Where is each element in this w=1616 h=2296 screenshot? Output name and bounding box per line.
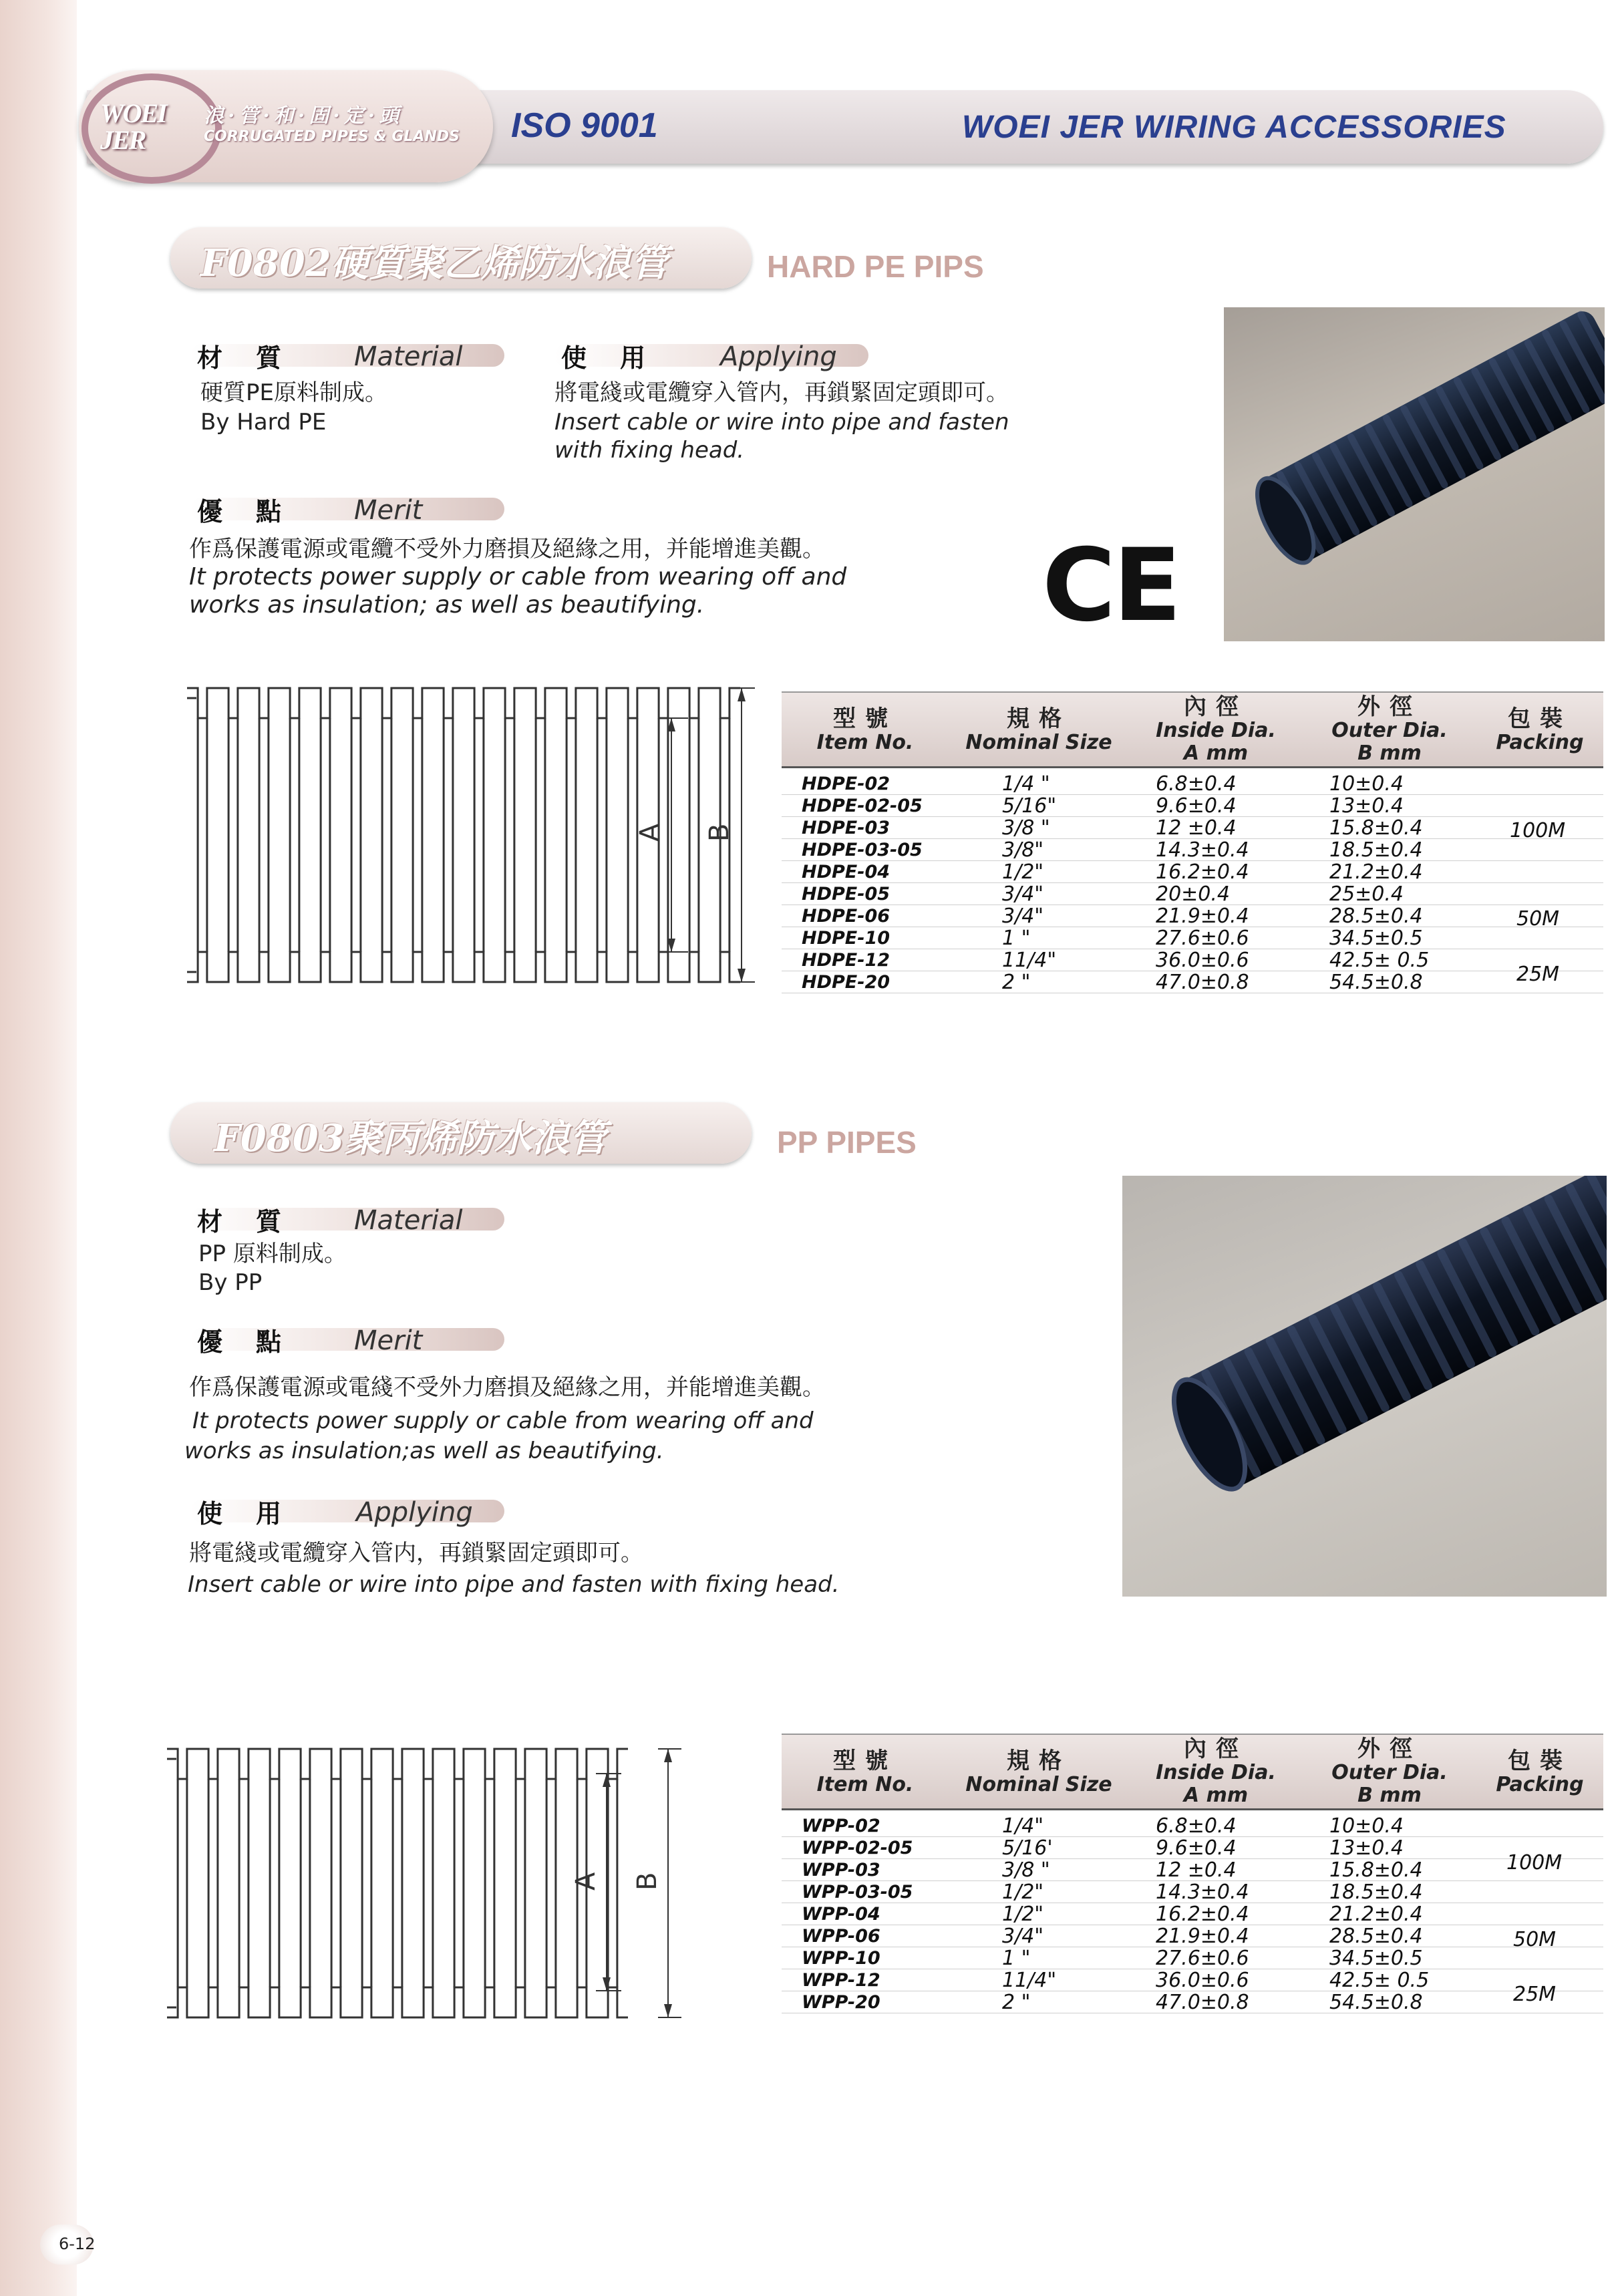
t2-cell-size: 5/16' [1002,1836,1053,1860]
t1-cell-inside: 16.2±0.4 [1156,860,1249,884]
section2-title-en: PP PIPES [777,1125,917,1160]
section1-merit-label: 優點 Merit [190,491,504,520]
t1-cell-outer: 15.8±0.4 [1329,816,1423,840]
section2-product-photo [1122,1176,1607,1597]
t2-cell-inside: 9.6±0.4 [1156,1836,1237,1860]
t2-h-item: 型號 Item No. [816,1748,914,1796]
t2-cell-inside: 47.0±0.8 [1156,1991,1249,2014]
pipe-outline [167,1749,628,1779]
logo-chinese-text: 浪·管·和·固·定·頭 [204,104,403,128]
t2-cell-outer: 28.5±0.4 [1329,1925,1423,1948]
section1-applying-cn: 將電綫或電纜穿入管内，再鎖緊固定頭即可。 [554,379,1009,406]
t2-cell-outer: 42.5± 0.5 [1329,1969,1430,1992]
t1-cell-outer: 10±0.4 [1329,772,1404,796]
t2-cell-item: WPP-10 [802,1948,880,1969]
section1-applying-en-1: Insert cable or wire into pipe and fasten [554,409,1009,436]
section1-dim-b: B [704,823,735,842]
pp-pipe-illustration [1122,1176,1607,1597]
brand-title: WOEI JER WIRING ACCESSORIES [962,110,1506,145]
t2-cell-outer: 13±0.4 [1329,1836,1404,1860]
t2-cell-outer: 21.2±0.4 [1329,1903,1423,1926]
section2-material-cn: PP 原料制成。 [198,1241,347,1267]
section2-applying-en: Insert cable or wire into pipe and fasten with fixing head. [188,1571,840,1598]
t2-h-packing: 包裝 Packing [1496,1748,1584,1796]
t1-cell-outer: 42.5± 0.5 [1329,949,1430,972]
t2-cell-item: WPP-06 [802,1926,880,1947]
t1-h-inside: 內徑 Inside Dia. A mm [1156,693,1276,765]
t2-cell-inside: 6.8±0.4 [1156,1814,1237,1838]
t2-h-outer: 外徑 Outer Dia. B mm [1331,1736,1448,1807]
t1-cell-item: HDPE-06 [802,906,891,927]
t1-h-outer: 外徑 Outer Dia. B mm [1331,693,1448,765]
t2-cell-inside: 21.9±0.4 [1156,1925,1249,1948]
t2-cell-item: WPP-04 [802,1904,880,1925]
t2-cell-size: 11/4" [1002,1969,1057,1992]
section2-merit-en-1: It protects power supply or cable from wearing off and [192,1408,814,1434]
t1-cell-inside: 21.9±0.4 [1156,905,1249,928]
section2-pipe-drawing [160,1744,695,2031]
t2-cell-item: WPP-02 [802,1816,880,1836]
t2-cell-inside: 16.2±0.4 [1156,1903,1249,1926]
logo-english-text: CORRUGATED PIPES & GLANDS [204,128,460,145]
t2-cell-item: WPP-20 [802,1992,880,2013]
t1-cell-size: 1 " [1002,927,1031,950]
t2-pack-25m: 25M [1513,1983,1557,2006]
section1-merit-en-1: It protects power supply or cable from wearing off and [189,563,847,591]
t1-cell-item: HDPE-02 [802,774,891,794]
t1-cell-size: 2 " [1002,971,1031,994]
section2-dim-a: A [571,1872,601,1891]
t2-cell-size: 1/2" [1002,1903,1044,1926]
t2-pack-100m: 100M [1506,1851,1563,1874]
section1-spec-table [782,691,1603,1000]
t1-h-item: 型號 Item No. [816,705,914,754]
section1-applying-en-2: with fixing head. [554,437,745,464]
section2-merit-label: 優點 Merit [190,1321,504,1351]
pe-pipe-illustration [1224,307,1605,641]
t2-cell-item: WPP-12 [802,1970,880,1991]
t2-cell-inside: 14.3±0.4 [1156,1880,1249,1904]
t2-cell-inside: 27.6±0.6 [1156,1947,1249,1970]
t2-cell-item: WPP-03 [802,1860,880,1880]
pipe-outline [167,1987,628,2017]
section1-merit-cn: 作爲保護電源或電纜不受外力磨損及絕緣之用，并能增進美觀。 [189,536,825,562]
t2-cell-item: WPP-02-05 [802,1838,913,1858]
t1-cell-size: 1/4 " [1002,772,1050,796]
ce-mark: CE [1042,528,1179,644]
page-number: 6-12 [59,2235,96,2253]
section1-title-en: HARD PE PIPS [767,249,984,284]
logo-mark-top: WOEI [100,98,166,128]
section1-merit-en-2: works as insulation; as well as beautifying. [189,591,705,619]
t2-cell-outer: 34.5±0.5 [1329,1947,1423,1970]
section1-material-label: 材質 Material [190,337,504,367]
section1-applying-label: 使用 Applying [554,337,868,367]
logo-mark [100,100,166,154]
t1-cell-inside: 6.8±0.4 [1156,772,1237,796]
t2-cell-outer: 10±0.4 [1329,1814,1404,1838]
t1-cell-item: HDPE-12 [802,950,891,971]
t2-h-size: 規格 Nominal Size [965,1748,1112,1796]
t2-cell-inside: 12 ±0.4 [1156,1858,1237,1882]
t1-cell-inside: 36.0±0.6 [1156,949,1249,972]
t1-cell-outer: 13±0.4 [1329,794,1404,818]
t1-cell-item: HDPE-04 [802,862,891,882]
t1-cell-size: 11/4" [1002,949,1057,972]
t2-cell-size: 1/2" [1002,1880,1044,1904]
section1-pipe-drawing [180,681,755,995]
t1-cell-item: HDPE-20 [802,972,891,993]
t1-pack-50m: 50M [1516,907,1560,931]
t1-cell-item: HDPE-03 [802,818,891,838]
t2-cell-size: 2 " [1002,1991,1031,2014]
t1-cell-inside: 47.0±0.8 [1156,971,1249,994]
t1-cell-size: 5/16" [1002,794,1057,818]
t1-cell-inside: 20±0.4 [1156,882,1231,906]
section1-material-cn: 硬質PE原料制成。 [200,379,387,406]
t1-cell-outer: 18.5±0.4 [1329,838,1423,862]
t1-cell-size: 1/2" [1002,860,1044,884]
section2-spec-table [782,1734,1603,2022]
section2-title: F0803聚丙烯防水浪管 [214,1116,607,1160]
section2-applying-cn: 將電綫或電纜穿入管内，再鎖緊固定頭即可。 [189,1540,643,1567]
t1-cell-item: HDPE-03-05 [802,840,923,860]
t1-cell-item: HDPE-10 [802,928,891,949]
t1-cell-item: HDPE-02-05 [802,796,923,816]
t2-cell-inside: 36.0±0.6 [1156,1969,1249,1992]
t2-cell-item: WPP-03-05 [802,1882,913,1903]
section2-applying-label: 使用 Applying [190,1493,504,1522]
section2-merit-en-2: works as insulation;as well as beautifying. [184,1438,664,1464]
t2-pack-50m: 50M [1513,1928,1557,1951]
t1-cell-outer: 54.5±0.8 [1329,971,1423,994]
t1-cell-item: HDPE-05 [802,884,891,905]
t1-cell-inside: 12 ±0.4 [1156,816,1237,840]
t2-cell-size: 3/4" [1002,1925,1044,1948]
t1-cell-size: 3/4" [1002,905,1044,928]
pipe-outline [187,688,740,718]
t1-cell-outer: 25±0.4 [1329,882,1404,906]
t1-cell-outer: 28.5±0.4 [1329,905,1423,928]
t1-cell-outer: 21.2±0.4 [1329,860,1423,884]
t1-cell-size: 3/8 " [1002,816,1050,840]
section1-material-en: By Hard PE [200,409,327,436]
section1-title: F0802硬質聚乙烯防水浪管 [200,241,668,285]
t1-cell-inside: 27.6±0.6 [1156,927,1249,950]
t1-h-size: 規格 Nominal Size [965,705,1112,754]
pipe-outline [187,952,740,982]
t2-cell-outer: 15.8±0.4 [1329,1858,1423,1882]
section1-dim-a: A [635,823,665,842]
t2-h-inside: 內徑 Inside Dia. A mm [1156,1736,1276,1807]
left-decorative-strip [0,0,77,2296]
section2-material-en: By PP [198,1269,263,1296]
iso-label: ISO 9001 [511,106,658,145]
section2-merit-cn: 作爲保護電源或電綫不受外力磨損及絕緣之用，并能增進美觀。 [189,1374,825,1401]
t1-cell-size: 3/4" [1002,882,1044,906]
t2-cell-size: 1/4" [1002,1814,1044,1838]
t1-pack-100m: 100M [1510,819,1566,842]
t1-cell-inside: 9.6±0.4 [1156,794,1237,818]
t2-cell-size: 3/8 " [1002,1858,1050,1882]
section2-dim-b: B [632,1872,663,1891]
t2-cell-size: 1 " [1002,1947,1031,1970]
section1-product-photo [1224,307,1605,641]
t1-pack-25m: 25M [1516,963,1560,986]
t2-cell-outer: 54.5±0.8 [1329,1991,1423,2014]
section2-material-label: 材質 Material [190,1201,504,1231]
t2-cell-outer: 18.5±0.4 [1329,1880,1423,1904]
t1-cell-outer: 34.5±0.5 [1329,927,1423,950]
t1-cell-size: 3/8" [1002,838,1044,862]
t1-cell-inside: 14.3±0.4 [1156,838,1249,862]
logo-mark-bottom: JER [100,125,146,155]
t1-h-packing: 包裝 Packing [1496,705,1584,754]
